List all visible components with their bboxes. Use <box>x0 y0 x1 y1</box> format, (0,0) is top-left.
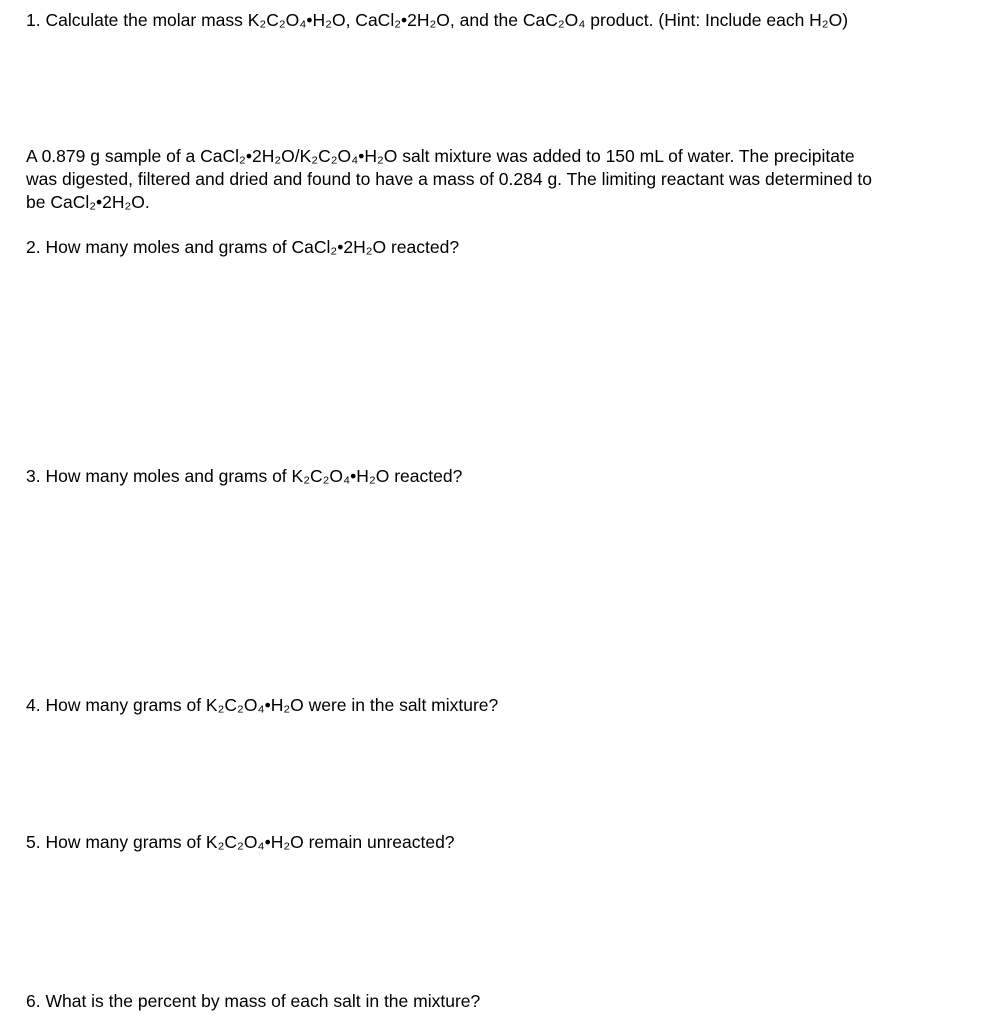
question-6: 6. What is the percent by mass of each salt in the mixture? <box>26 991 481 1011</box>
question-1: 1. Calculate the molar mass K₂C₂O₄•H₂O, CaCl₂•2H₂O, and the CaC₂O₄ product. (Hint: Include each H₂O) <box>26 10 849 30</box>
problem-statement <box>26 145 998 214</box>
question-4: 4. How many grams of K₂C₂O₄•H₂O were in the salt mixture? <box>26 695 499 715</box>
problem-statement-line-2: was digested, filtered and dried and found to have a mass of 0.284 g. The limiting reactant was determined to <box>26 169 873 189</box>
problem-statement-line-3: be CaCl₂•2H₂O. <box>26 192 150 212</box>
question-5: 5. How many grams of K₂C₂O₄•H₂O remain unreacted? <box>26 832 455 852</box>
question-2: 2. How many moles and grams of CaCl₂•2H₂O reacted? <box>26 237 460 257</box>
problem-statement-line-1: A 0.879 g sample of a CaCl₂•2H₂O/K₂C₂O₄•H₂O salt mixture was added to 150 mL of water. The precipitate <box>26 146 855 166</box>
question-3: 3. How many moles and grams of K₂C₂O₄•H₂O reacted? <box>26 466 463 486</box>
